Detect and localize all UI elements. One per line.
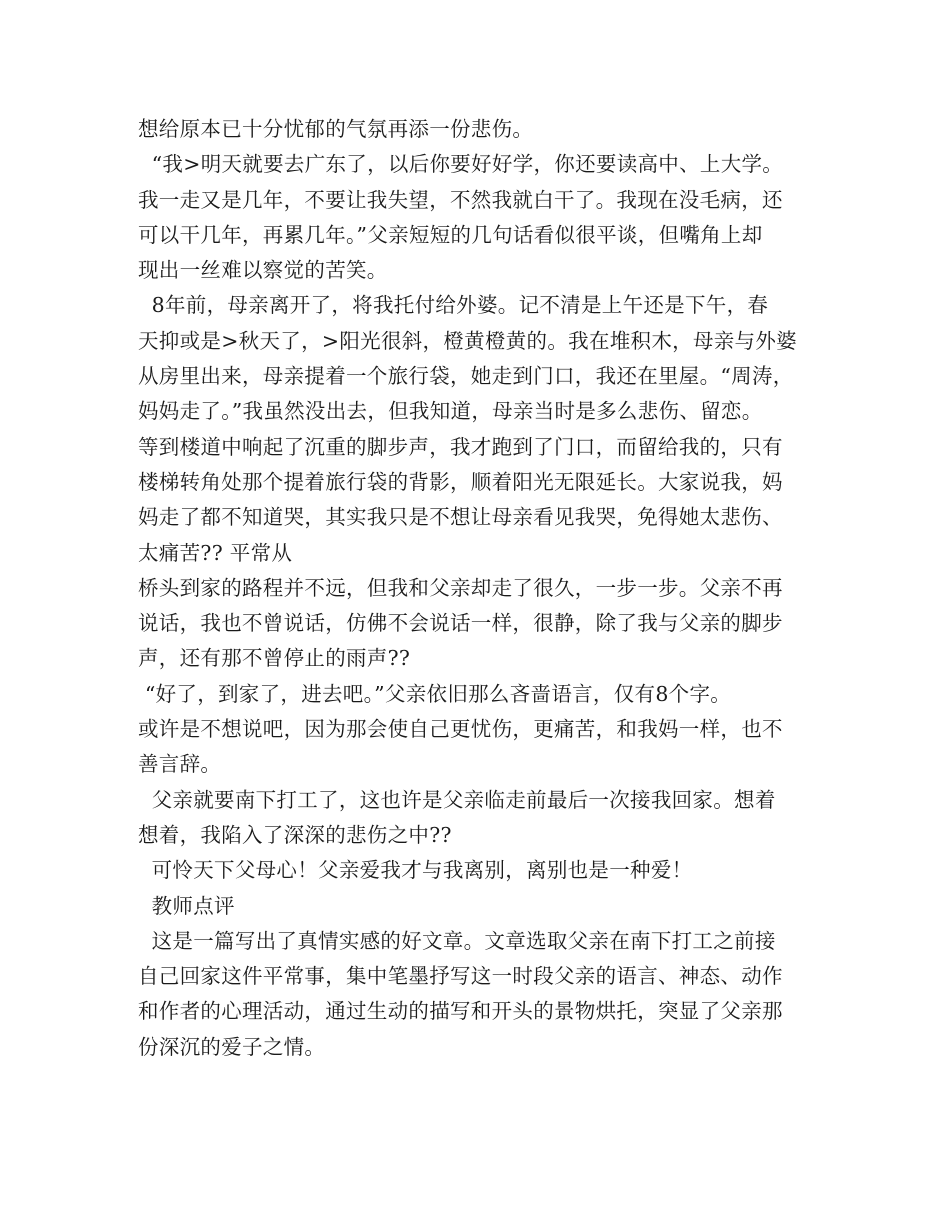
text-line: 或许是不想说吧，因为那会使自己更忧伤，更痛苦，和我妈一样，也不 xyxy=(138,717,783,742)
text-line: 现出一丝难以察觉的苦笑。 xyxy=(138,258,388,283)
text-line: 妈走了都不知道哭，其实我只是不想让母亲看见我哭，免得她太悲伤、 xyxy=(138,505,783,530)
text-line: 从房里出来，母亲提着一个旅行袋，她走到门口，我还在里屋。“周涛， xyxy=(138,364,794,389)
text-line: 可怜天下父母心！父亲爱我才与我离别，离别也是一种爱！ xyxy=(138,858,693,883)
text-line: 和作者的心理活动，通过生动的描写和开头的景物烘托，突显了父亲那 xyxy=(138,999,783,1024)
text-line: 父亲就要南下打工了，这也许是父亲临走前最后一次接我回家。想着 xyxy=(138,787,776,812)
text-line: 可以干几年，再累几年。”父亲短短的几句话看似很平谈，但嘴角上却 xyxy=(138,222,763,247)
text-line: 天抑或是>秋天了，>阳光很斜，橙黄橙黄的。我在堆积木，母亲与外婆 xyxy=(138,328,797,353)
text-line: 想给原本已十分忧郁的气氛再添一份悲伤。 xyxy=(138,117,534,141)
text-line: 善言辞。 xyxy=(138,752,222,777)
text-line: 我一走又是几年，不要让我失望，不然我就白干了。我现在没毛病，还 xyxy=(138,187,783,212)
text-line: 自己回家这件平常事，集中笔墨抒写这一时段父亲的语言、神态、动作 xyxy=(138,964,783,989)
text-line: 桥头到家的路程并不远，但我和父亲却走了很久，一步一步。父亲不再 xyxy=(138,575,783,600)
text-line: 等到楼道中响起了沉重的脚步声，我才跑到了门口，而留给我的，只有 xyxy=(138,434,783,459)
text-line: 想着，我陷入了深深的悲伤之中?? xyxy=(138,822,452,847)
document-body xyxy=(138,112,828,1065)
section-heading: 教师点评 xyxy=(138,893,235,918)
text-line: 太痛苦?? 平常从 xyxy=(138,540,293,565)
text-line: 妈妈走了。”我虽然没出去，但我知道，母亲当时是多么悲伤、留恋。 xyxy=(138,399,763,424)
text-line: 8年前，母亲离开了，将我托付给外婆。记不清是上午还是下午，春 xyxy=(138,293,769,318)
text-line: 楼梯转角处那个提着旅行袋的背影，顺着阳光无限延长。大家说我，妈 xyxy=(138,469,783,494)
text-line: 声，还有那不曾停止的雨声?? xyxy=(138,646,411,671)
text-line: 说话，我也不曾说话，仿佛不会说话一样，很静，除了我与父亲的脚步 xyxy=(138,611,783,636)
text-line: 这是一篇写出了真情实感的好文章。文章选取父亲在南下打工之前接 xyxy=(138,928,776,953)
text-line: “好了，到家了，进去吧。”父亲依旧那么吝啬语言，仅有8个字。 xyxy=(138,681,732,706)
text-line: 份深沉的爱子之情。 xyxy=(138,1034,326,1059)
text-line: “我>明天就要去广东了，以后你要好好学，你还要读高中、上大学。 xyxy=(138,152,784,177)
